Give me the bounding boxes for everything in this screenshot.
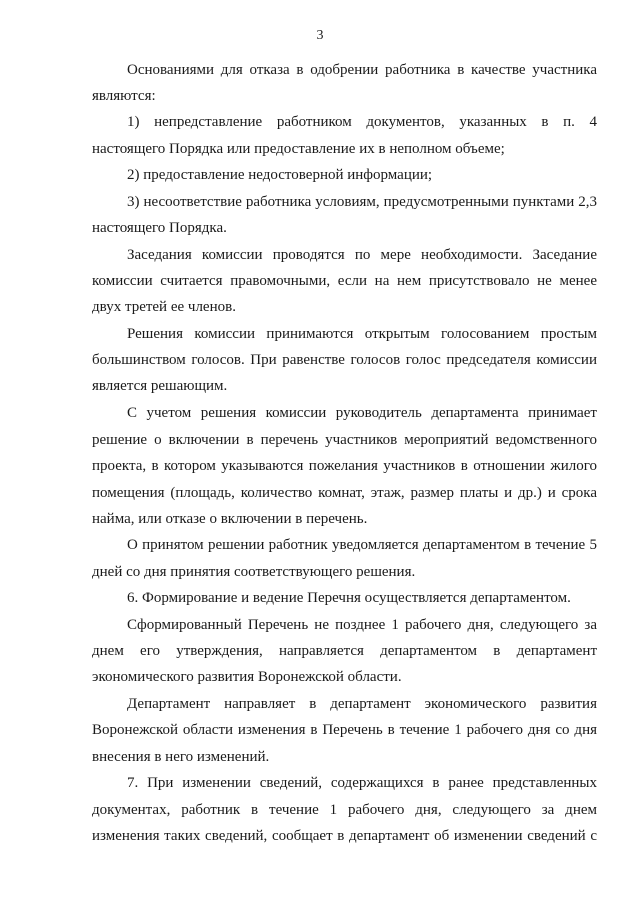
text-line: Воронежской области изменения в Перечень в течение 1 рабочего дня со дня [92,722,597,738]
text-line: Основаниями для отказа в одобрении работника в качестве участника [127,62,597,78]
page-number: 3 [316,28,324,43]
text-line: изменения таких сведений, сообщает в департамент об изменении сведений с [92,828,597,844]
text-line: Заседания комиссии проводятся по мере необходимости. Заседание [127,247,597,263]
text-line: 2) предоставление недостоверной информации; [127,167,433,183]
text-line: большинством голосов. При равенстве голосов голос председателя комиссии [92,352,597,368]
text-line: 3) несоответствие работника условиям, предусмотренными пунктами 2,3 [127,194,597,210]
text-line: является решающим. [92,378,228,394]
text-line: дней со дня принятия соответствующего решения. [92,564,416,580]
text-line: двух третей ее членов. [92,299,236,315]
text-line: являются: [92,88,156,104]
text-line: днем его утверждения, направляется департаментом в департамент [92,643,597,659]
text-line: настоящего Порядка. [92,220,227,236]
text-line: 1) непредставление работником документов, указанных в п. 4 [127,114,597,130]
text-line: проекта, в котором указываются пожелания участников в отношении жилого [92,458,597,474]
text-line: экономического развития Воронежской области. [92,669,402,685]
text-line: Департамент направляет в департамент экономического развития [127,696,597,712]
text-line: помещения (площадь, количество комнат, этаж, размер платы и др.) и срока [92,485,597,501]
text-line: Решения комиссии принимаются открытым голосованием простым [127,326,597,342]
text-line: решение о включении в перечень участников мероприятий ведомственного [92,432,597,448]
text-line: документах, работник в течение 1 рабочего дня, следующего за днем [92,802,597,818]
text-line: внесения в него изменений. [92,749,270,765]
text-line: Сформированный Перечень не позднее 1 рабочего дня, следующего за [127,617,597,633]
text-line: О принятом решении работник уведомляется департаментом в течение 5 [127,537,597,553]
text-line: настоящего Порядка или предоставление их в неполном объеме; [92,141,505,157]
text-line: комиссии считается правомочными, если на нем присутствовало не менее [92,273,597,289]
section-heading-7: 7. При изменении сведений, содержащихся в ранее представленных [127,775,597,791]
text-line: С учетом решения комиссии руководитель департамента принимает [127,405,597,421]
section-heading-6: 6. Формирование и ведение Перечня осуществляется департаментом. [127,590,571,606]
text-line: найма, или отказе о включении в перечень. [92,511,368,527]
